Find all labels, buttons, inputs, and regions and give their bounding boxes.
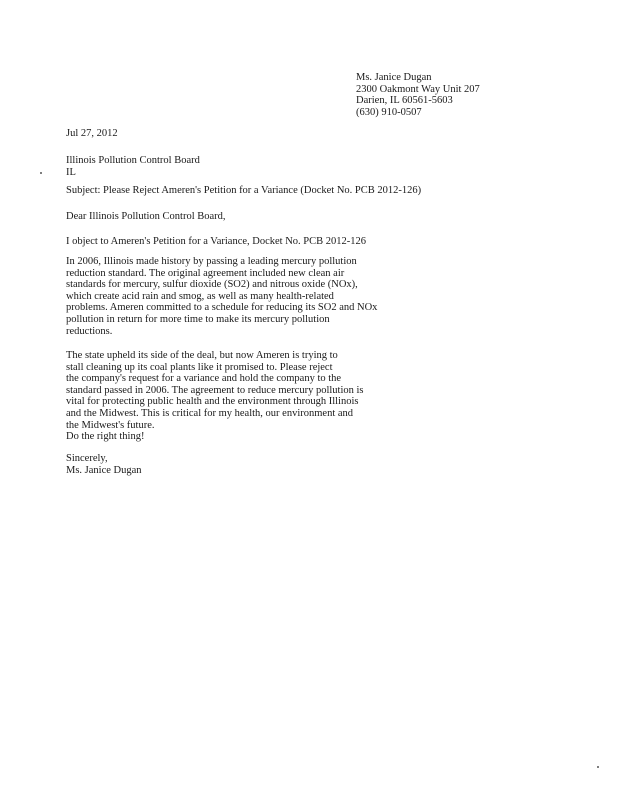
sender-street: 2300 Oakmont Way Unit 207 [356, 83, 480, 95]
closing-block [66, 453, 142, 476]
paragraph-line: Do the right thing! [66, 431, 145, 443]
paragraph-line: reduction standard. The original agreement included new clean air [66, 267, 345, 279]
scan-speck [597, 766, 599, 768]
valediction: Sincerely, [66, 453, 108, 464]
recipient-state: IL [66, 166, 76, 178]
body-paragraph-2 [66, 350, 364, 443]
recipient-block [66, 155, 200, 178]
paragraph-line: problems. Ameren committed to a schedule for reducing its SO2 and NOx [66, 302, 378, 314]
paragraph-line: standards for mercury, sulfur dioxide (SO2) and nitrous oxide (NOx), [66, 279, 358, 291]
scan-speck [40, 172, 42, 174]
paragraph-line: the company's request for a variance and hold the company to the [66, 373, 342, 385]
salutation: Dear Illinois Pollution Control Board, [66, 211, 226, 222]
paragraph-line: pollution in return for more time to make its mercury pollution [66, 313, 330, 325]
subject-line: Subject: Please Reject Ameren's Petition for a Variance (Docket No. PCB 2012-126) [66, 185, 422, 196]
paragraph-line: reductions. [66, 325, 113, 337]
sender-phone: (630) 910-0507 [356, 106, 422, 118]
paragraph-line: In 2006, Illinois made history by passing a leading mercury pollution [66, 256, 357, 267]
letter-date: Jul 27, 2012 [66, 128, 118, 139]
sender-address-block [356, 72, 606, 118]
paragraph-line: The state upheld its side of the deal, but now Ameren is trying to [66, 350, 338, 361]
recipient-name: Illinois Pollution Control Board [66, 155, 200, 166]
signature-name: Ms. Janice Dugan [66, 464, 142, 476]
paragraph-line: the Midwest's future. [66, 419, 155, 431]
paragraph-line: stall cleaning up its coal plants like it promised to. Please reject [66, 361, 333, 373]
body-paragraph-1 [66, 256, 377, 337]
objection-statement: I object to Ameren's Petition for a Variance, Docket No. PCB 2012-126 [66, 236, 367, 247]
paragraph-line: vital for protecting public health and the environment through Illinois [66, 396, 359, 408]
sender-name: Ms. Janice Dugan [356, 72, 432, 83]
sender-city: Darien, IL 60561-5603 [356, 95, 453, 107]
paragraph-line: which create acid rain and smog, as well as many health-related [66, 290, 334, 302]
paragraph-line: standard passed in 2006. The agreement to reduce mercury pollution is [66, 384, 364, 396]
paragraph-line: and the Midwest. This is critical for my health, our environment and [66, 407, 354, 419]
